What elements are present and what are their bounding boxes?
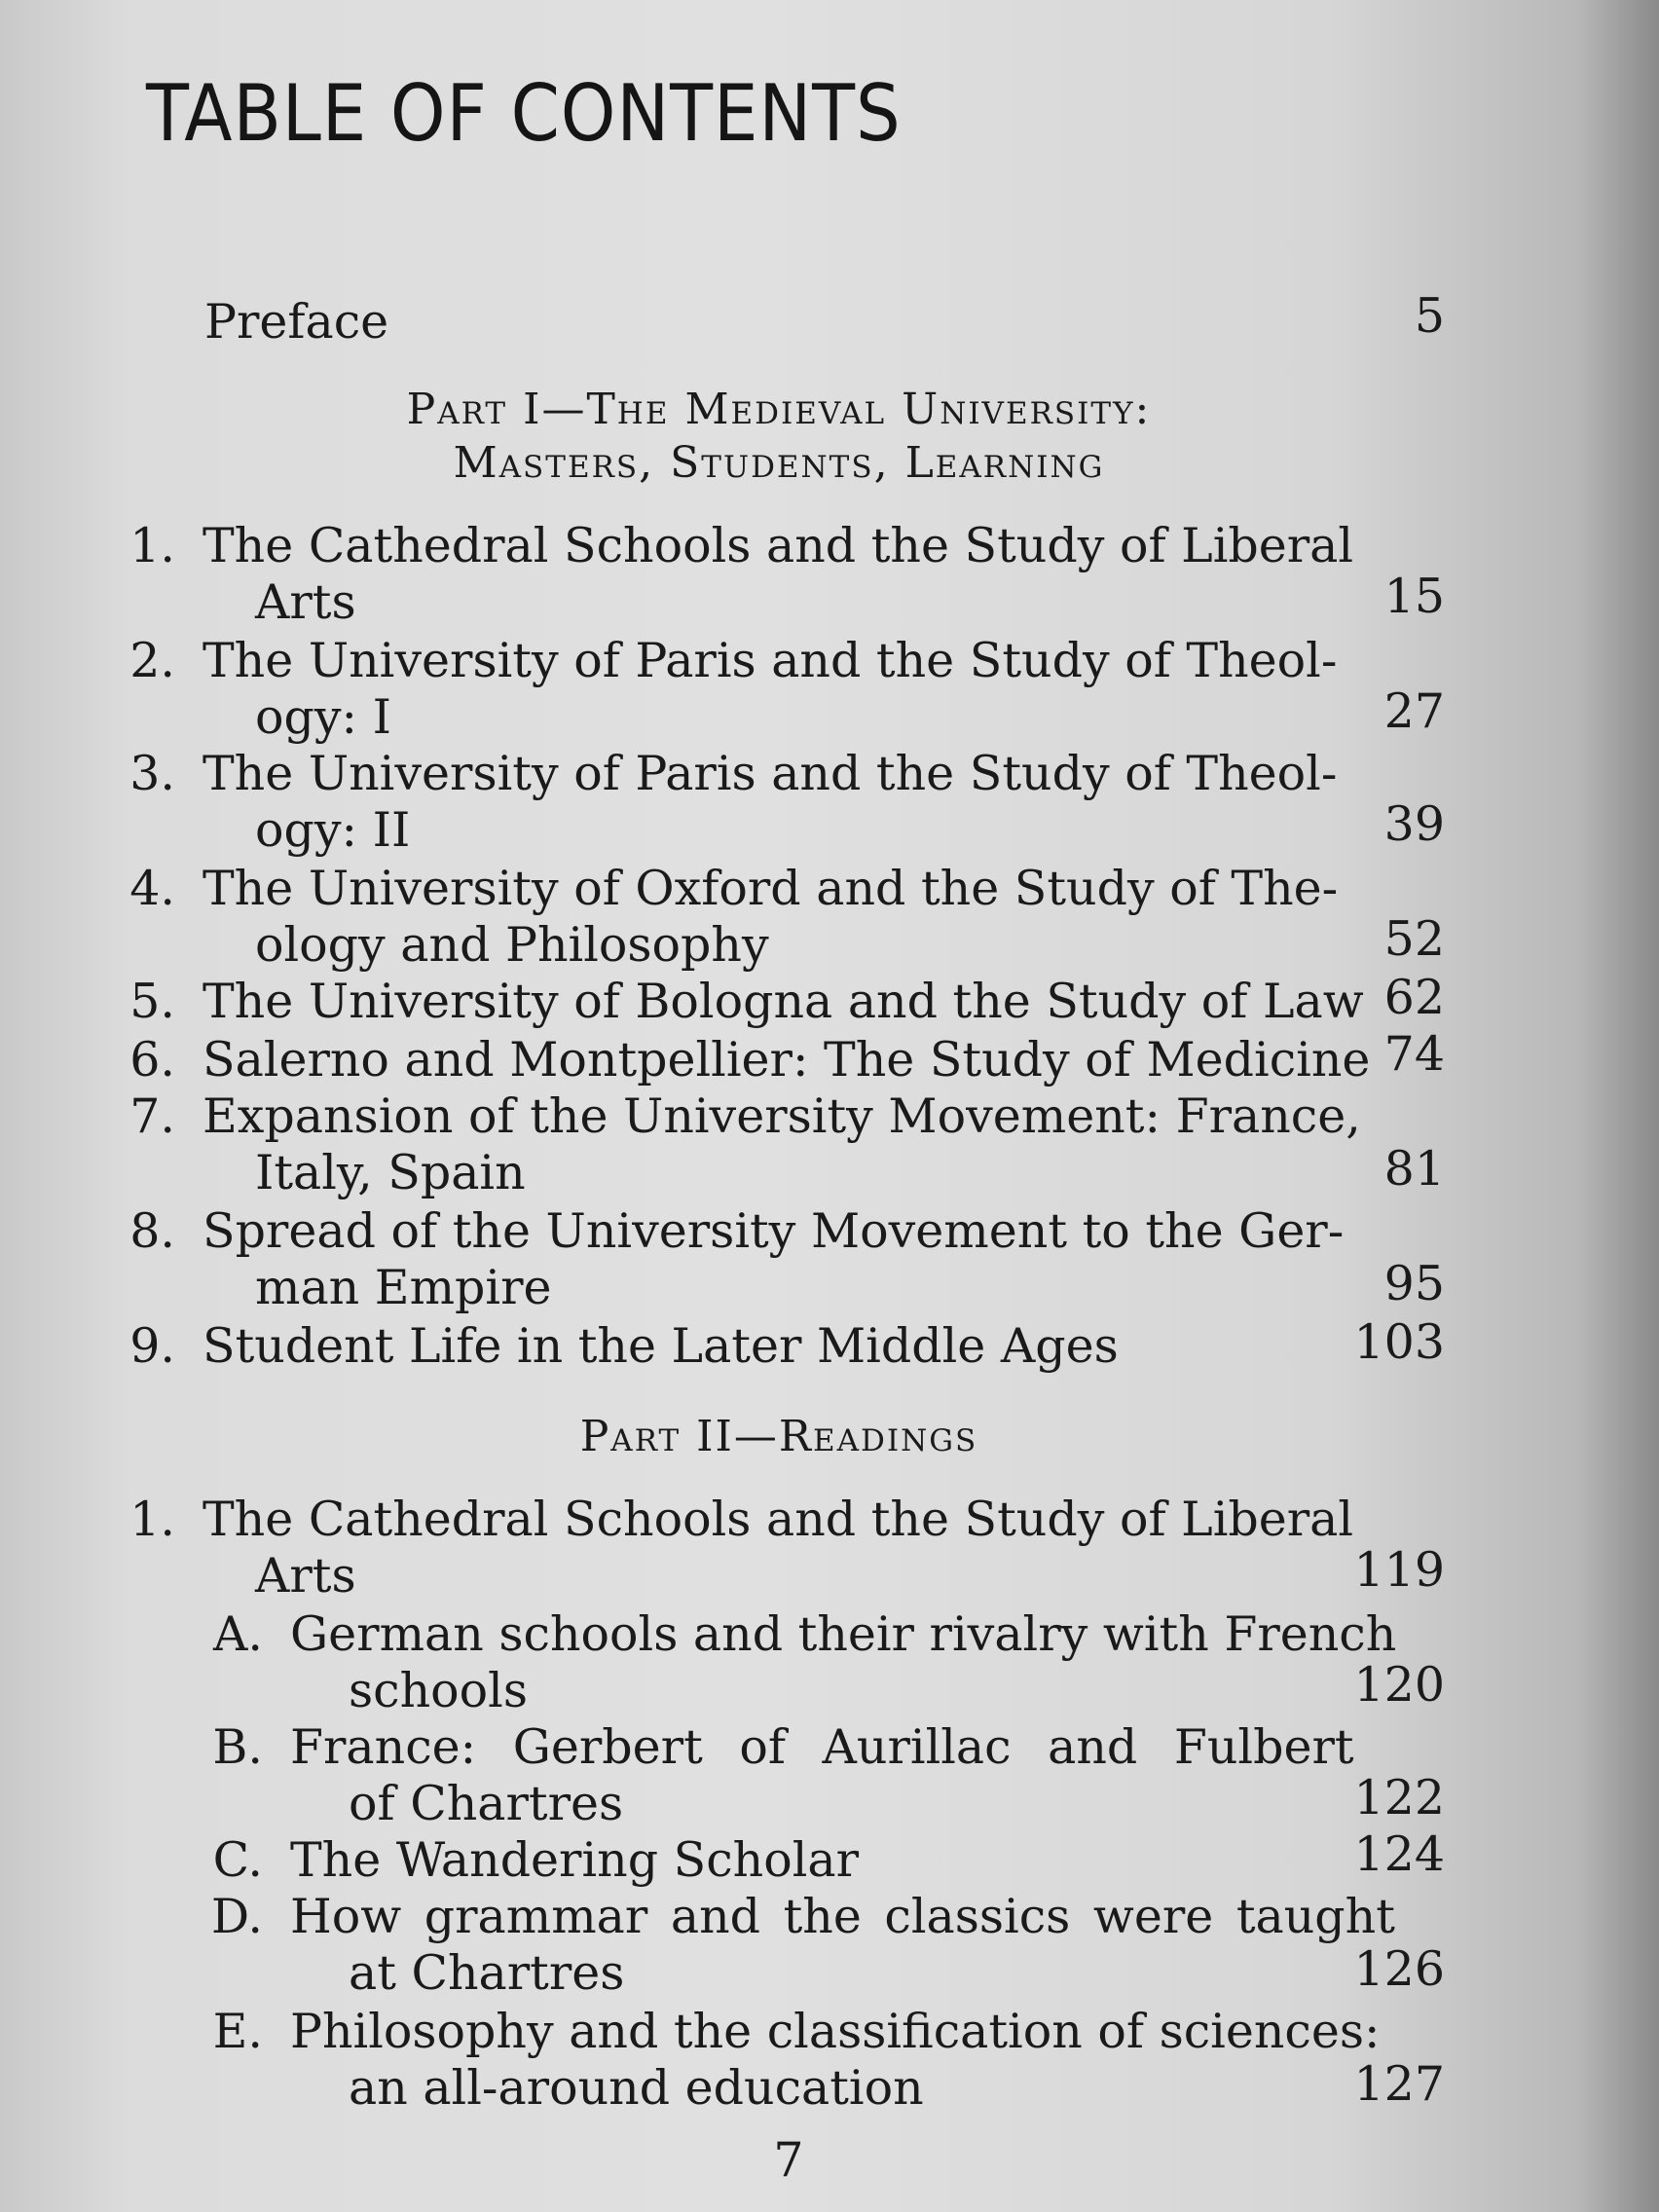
toc-entry-page: 39 xyxy=(1383,796,1445,852)
toc-subentry-letter: D. xyxy=(210,1889,263,1944)
toc-subentry-page: 124 xyxy=(1353,1826,1445,1882)
toc-subentry-page: 122 xyxy=(1353,1770,1445,1825)
toc-entry-page: 119 xyxy=(1353,1542,1445,1598)
toc-subentry-line2: an all-around education xyxy=(349,2060,924,2116)
toc-entry-number: 8. xyxy=(129,1203,175,1259)
toc-entry-page: 62 xyxy=(1383,970,1445,1025)
toc-entry-page: 15 xyxy=(1383,569,1445,624)
toc-entry-number: 9. xyxy=(129,1318,175,1374)
toc-entry-line1: The University of Paris and the Study of Theol- xyxy=(203,633,1338,688)
preface-label: Preface xyxy=(204,294,389,350)
toc-entry-line2: Italy, Spain xyxy=(255,1145,526,1200)
toc-subentry-letter: E. xyxy=(212,2004,263,2059)
toc-subentry-line1: France: Gerbert of Aurillac and Fulbert xyxy=(290,1719,1354,1775)
part2-heading: Part II—Readings xyxy=(579,1412,978,1461)
toc-entry-line1: Salerno and Montpellier: The Study of Medicine xyxy=(203,1032,1371,1088)
part1-heading-line2: Masters, Students, Learning xyxy=(453,438,1105,488)
toc-entry-number: 2. xyxy=(129,633,175,688)
toc-entry-line1: The University of Oxford and the Study of The- xyxy=(203,861,1339,916)
toc-entry-page: 81 xyxy=(1383,1141,1445,1197)
toc-entry-line1: The University of Paris and the Study of Theol- xyxy=(203,746,1338,801)
toc-subentry-line2: schools xyxy=(349,1663,528,1718)
toc-entry-number: 1. xyxy=(129,518,175,573)
toc-entry-line2: ogy: I xyxy=(255,689,391,745)
page-title: TABLE OF CONTENTS xyxy=(146,68,902,159)
part1-heading-line1: Part I—The Medieval University: xyxy=(406,385,1152,434)
toc-entry-line1: Spread of the University Movement to the Ger- xyxy=(203,1203,1345,1259)
toc-entry-line1: The Cathedral Schools and the Study of Liberal xyxy=(203,518,1354,573)
toc-entry-line1: The University of Bologna and the Study of Law xyxy=(203,974,1364,1029)
toc-subentry-line1: How grammar and the classics were taught xyxy=(290,1889,1395,1944)
toc-entry-number: 6. xyxy=(129,1032,175,1088)
toc-entry-line2: Arts xyxy=(255,574,356,630)
toc-entry-line2: ogy: II xyxy=(255,802,411,858)
toc-subentry-line1: German schools and their rivalry with French xyxy=(290,1606,1397,1662)
toc-entry-number: 4. xyxy=(129,861,175,916)
toc-entry-number: 1. xyxy=(129,1492,175,1547)
footer-page-number: 7 xyxy=(773,2132,804,2188)
toc-subentry-letter: A. xyxy=(213,1606,263,1662)
toc-entry-page: 52 xyxy=(1383,911,1445,967)
toc-entry-number: 5. xyxy=(129,974,175,1029)
toc-entry-page: 103 xyxy=(1353,1314,1445,1370)
toc-subentry-page: 126 xyxy=(1353,1941,1445,1997)
toc-subentry-letter: C. xyxy=(212,1832,263,1888)
toc-entry-line1: Expansion of the University Movement: France, xyxy=(203,1088,1361,1144)
preface-page: 5 xyxy=(1414,288,1445,344)
toc-entry-page: 95 xyxy=(1383,1256,1445,1311)
toc-subentry-page: 127 xyxy=(1353,2056,1445,2112)
toc-subentry-line2: at Chartres xyxy=(349,1945,625,2001)
toc-entry-line1: The Cathedral Schools and the Study of Liberal xyxy=(203,1492,1354,1547)
toc-subentry-line2: of Chartres xyxy=(349,1776,624,1831)
toc-subentry-line1: The Wandering Scholar xyxy=(290,1832,860,1888)
toc-subentry-page: 120 xyxy=(1353,1657,1445,1713)
toc-entry-number: 3. xyxy=(129,746,175,801)
toc-entry-page: 74 xyxy=(1383,1026,1445,1082)
toc-entry-line2: man Empire xyxy=(255,1260,552,1315)
toc-subentry-line1: Philosophy and the classification of sciences: xyxy=(290,2004,1381,2059)
toc-subentry-letter: B. xyxy=(212,1719,263,1775)
toc-entry-line1: Student Life in the Later Middle Ages xyxy=(203,1318,1119,1374)
toc-entry-number: 7. xyxy=(129,1088,175,1144)
toc-entry-line2: ology and Philosophy xyxy=(255,917,769,973)
toc-entry-page: 27 xyxy=(1383,683,1445,739)
toc-entry-line2: Arts xyxy=(255,1548,356,1604)
